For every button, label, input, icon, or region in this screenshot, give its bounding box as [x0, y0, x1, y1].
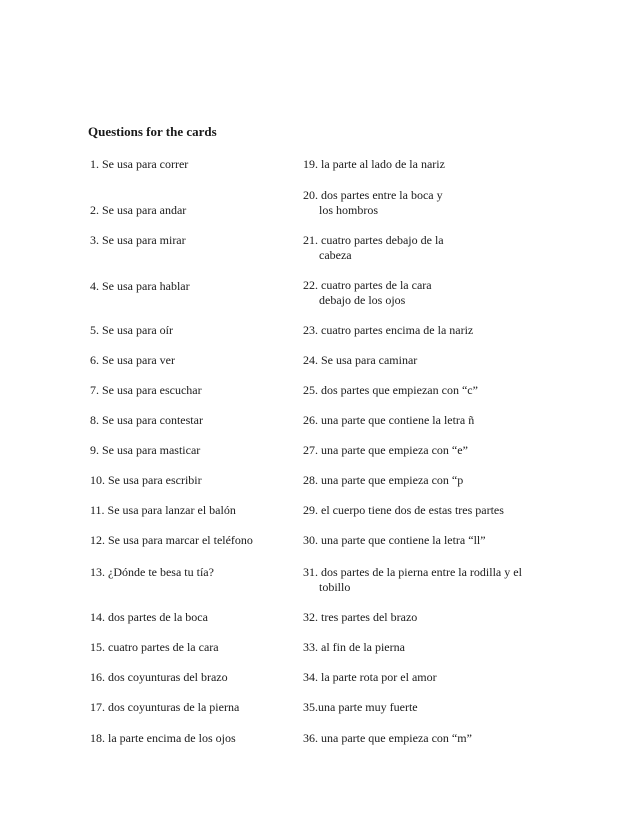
question-text: 34. la parte rota por el amor [303, 670, 437, 684]
question-text: 14. dos partes de la boca [90, 610, 208, 624]
question-item [90, 731, 236, 746]
question-text: 23. cuatro partes encima de la nariz [303, 323, 474, 337]
question-text: 11. Se usa para lanzar el balón [90, 503, 236, 517]
question-item [303, 323, 473, 338]
question-text: 19. la parte al lado de la nariz [303, 157, 445, 171]
question-text: 32. tres partes del brazo [303, 610, 418, 624]
question-item [90, 700, 239, 715]
question-text: 16. dos coyunturas del brazo [90, 670, 228, 684]
question-text: 4. Se usa para hablar [90, 279, 190, 293]
question-text: 28. una parte que empieza con “p [303, 473, 464, 487]
question-item [303, 503, 504, 518]
question-text-continued: cabeza [319, 248, 352, 262]
question-item [90, 353, 175, 368]
question-text: 8. Se usa para contestar [90, 413, 203, 427]
question-item [303, 353, 417, 368]
question-text: 27. una parte que empieza con “e” [303, 443, 468, 457]
question-item [303, 413, 474, 428]
question-text: 24. Se usa para caminar [303, 353, 418, 367]
question-item [303, 473, 463, 488]
question-text: 10. Se usa para escribir [90, 473, 202, 487]
question-text: 5. Se usa para oír [90, 323, 173, 337]
question-item [90, 473, 202, 488]
question-text: 30. una parte que contiene la letra “ll” [303, 533, 486, 547]
question-text: 3. Se usa para mirar [90, 233, 186, 247]
question-item [90, 383, 202, 398]
question-text: 33. al fin de la pierna [303, 640, 405, 654]
question-text: 25. dos partes que empiezan con “c” [303, 383, 478, 397]
question-item [303, 610, 417, 625]
question-item [303, 533, 486, 548]
question-item [303, 565, 522, 595]
question-text-continued: debajo de los ojos [319, 293, 406, 307]
question-item [90, 233, 186, 248]
page-title: Questions for the cards [88, 124, 217, 139]
question-text: 6. Se usa para ver [90, 353, 175, 367]
question-text: 17. dos coyunturas de la pierna [90, 700, 240, 714]
question-text: 9. Se usa para masticar [90, 443, 201, 457]
question-text-continued: tobillo [319, 580, 351, 594]
question-item [90, 503, 236, 518]
question-item [90, 443, 200, 458]
question-item [303, 188, 443, 218]
question-text: 20. dos partes entre la boca y [303, 188, 443, 202]
question-text: 2. Se usa para andar [90, 203, 187, 217]
question-item [90, 279, 190, 294]
question-text: 29. el cuerpo tiene dos de estas tres partes [303, 503, 504, 517]
question-text: 13. ¿Dónde te besa tu tía? [90, 565, 214, 579]
question-item [303, 700, 418, 715]
question-item [303, 670, 437, 685]
question-item [90, 413, 203, 428]
question-text: 18. la parte encima de los ojos [90, 731, 236, 745]
question-text: 21. cuatro partes debajo de la [303, 233, 444, 247]
question-text: 26. una parte que contiene la letra ñ [303, 413, 475, 427]
question-text: 31. dos partes de la pierna entre la rodilla y el [303, 565, 522, 579]
question-item [303, 383, 478, 398]
question-item [303, 731, 472, 746]
question-item [303, 443, 468, 458]
question-item [303, 278, 432, 308]
question-text: 7. Se usa para escuchar [90, 383, 202, 397]
question-text: 15. cuatro partes de la cara [90, 640, 219, 654]
question-item [90, 157, 188, 172]
question-text-continued: los hombros [319, 203, 379, 217]
question-item [90, 565, 214, 580]
question-text: 1. Se usa para correr [90, 157, 189, 171]
question-item [90, 323, 173, 338]
question-item [90, 640, 219, 655]
question-item [303, 233, 444, 263]
question-text: 35.una parte muy fuerte [303, 700, 418, 714]
question-item [303, 640, 405, 655]
question-text: 12. Se usa para marcar el teléfono [90, 533, 253, 547]
question-item [90, 610, 208, 625]
question-text: 36. una parte que empieza con “m” [303, 731, 472, 745]
question-item [90, 670, 228, 685]
question-text: 22. cuatro partes de la cara [303, 278, 432, 292]
question-item [90, 533, 253, 548]
question-item [90, 203, 186, 218]
question-item [303, 157, 445, 172]
